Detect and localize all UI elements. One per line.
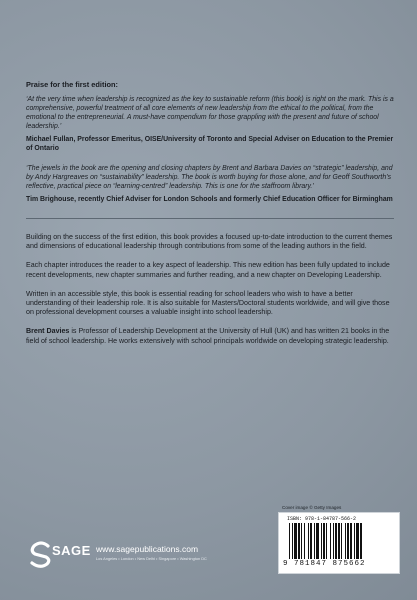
cover-text [26,80,394,356]
praise-attribution-2: Tim Brighouse, recently Chief Adviser for London Schools and formerly Chief Education Officer for Birmingham [26,196,393,203]
barcode-bar [345,523,346,559]
barcode-bar [321,523,322,559]
barcode-bar [292,523,293,559]
description-para-2: Each chapter introduces the reader to a key aspect of leadership. This new edition has been fully updated to include recent developments, new chapter summaries and further reading, and a new chapter on Developing Leadership. [26,261,390,279]
barcode-bar [289,523,290,559]
praise-heading: Praise for the first edition: [26,80,118,89]
publisher-url: www.sagepublications.com [96,544,199,554]
description-para-3: Written in an accessible style, this book is essential reading for school leaders who wish to have a better understanding of their leadership role. It is also suitable for Masters/Doctoral students worldwide, and will give those on professional development courses a valuable insight into school leadership. [26,289,390,317]
publisher-cities: Los Angeles • London • New Delhi • Singapore • Washington DC [96,556,207,561]
barcode-bar [316,523,319,559]
praise-quote-2: ‘The jewels in the book are the opening and closing chapters by Brent and Barbara Davies on “strategic” leadership, and by Andy Hargreaves on “sustainability” leadership. The book is worth buying for those alone, and for Geoff Southworth’s reflective, practical piece on “learning-centred” leadership. This is one for the staffroom library.’ [26,165,393,190]
praise-attribution-1: Michael Fullan, Professor Emeritus, OISE/University of Toronto and Special Adviser on Education to the Premier of Ontario [26,136,394,152]
barcode-bar [333,523,334,559]
barcode-bar [350,523,352,559]
isbn-barcode [278,512,400,574]
section-divider [26,218,394,219]
barcode-bar [341,523,342,559]
cover-image-credit: Cover image © Getty Images [282,505,342,510]
barcode-bars [287,523,391,559]
barcode-bar [335,523,337,559]
author-bio [26,327,394,345]
barcode-bar [314,523,315,559]
author-bio-text: is Professor of Leadership Development at the University of Hull (UK) and has written 21 books in the field of school leadership. He works extensively with school principals worldwide on developing strategic leadership. [26,327,390,345]
barcode-bar [310,523,312,559]
barcode-bar [354,523,355,559]
barcode-bar [301,523,302,559]
barcode-bar [347,523,349,559]
description-para-1: Building on the success of the first edition, this book provides a focused up-to-date introduction to the current themes and dimensions of educational leadership through contributions from some of the leading authors in the field. [26,233,393,251]
publisher-name: SAGE [52,543,91,558]
barcode-bar [360,523,362,559]
barcode-bar [326,523,327,559]
author-name: Brent Davies [26,327,70,336]
isbn-label: ISBN: 978-1-84787-566-2 [287,516,357,522]
barcode-number: 9 781847 875662 [283,560,366,568]
barcode-bar [294,523,297,559]
barcode-bar [308,523,309,559]
barcode-bar [338,523,340,559]
barcode-bar [330,523,331,559]
barcode-bar [304,523,305,559]
barcode-bar [298,523,300,559]
barcode-bar [323,523,325,559]
barcode-bar [356,523,359,559]
praise-quote-1: ‘At the very time when leadership is recognized as the key to sustainable reform (this book) is right on the mark. This is a comprehensive, powerful treatment of all core elements of new leadership from the ethical to the political, from the emotional to the entrepreneurial. A must-have compendium for those grappling with the present and future of school leadership.’ [26,96,394,130]
